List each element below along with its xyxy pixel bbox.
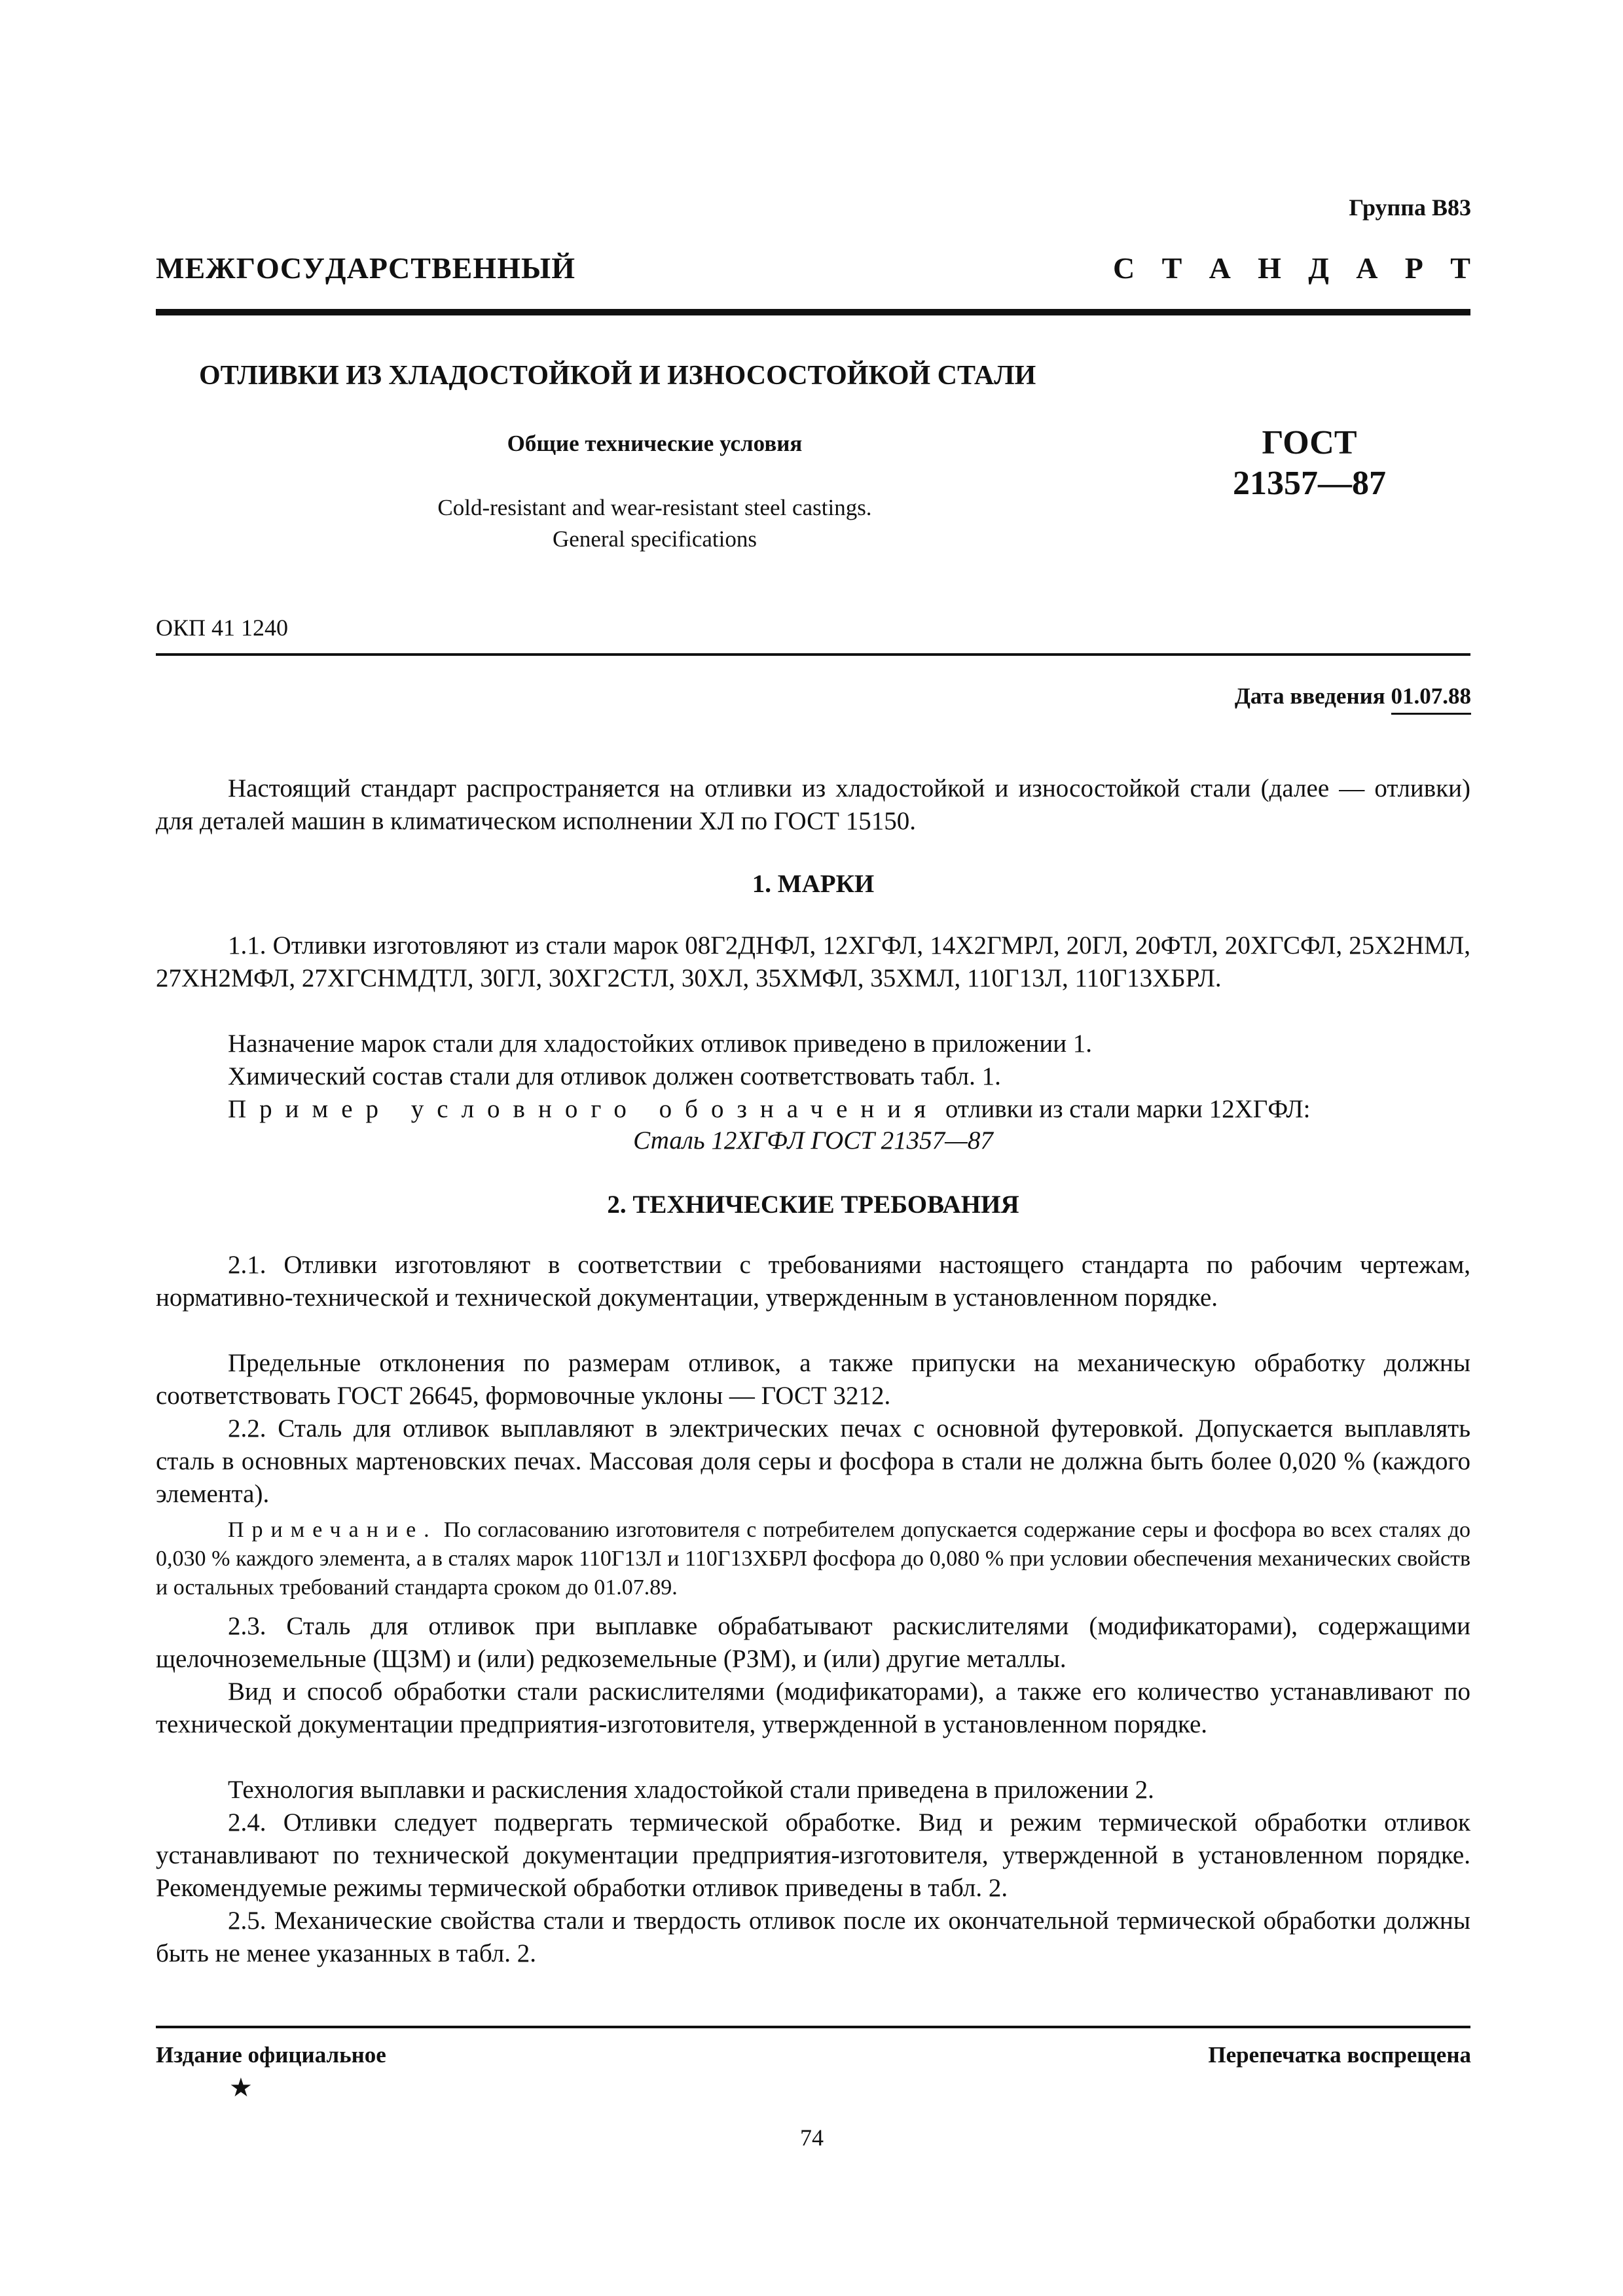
paragraph-2-2: 2.2. Сталь для отливок выплавляют в электрических печах с основной футеровкой. Допускается выплавлять сталь в основных мартеновских печах. Массовая доля серы и фосфора в стали не должна быть более 0,020 % (каждого элемента). [156,1414,1470,1508]
paragraph-2-4: 2.4. Отливки следует подвергать термической обработке. Вид и режим термической обработки отливок устанавливают по технической документации предприятия-изготовителя, утвержденной в установленном порядке. Рекомендуемые режимы термической обработки отливок приведены в табл. 2. [156,1808,1470,1902]
page-number: 74 [800,2125,824,2151]
gost-designation [1178,423,1440,504]
official-edition-label: Издание официальное [156,2042,386,2068]
english-title-line-2: General specifications [553,526,757,552]
paragraph-2-3-method: Вид и способ обработки стали раскислителями (модификаторами), а также его количество устанавливают по технической документации предприятия-изготовителя, утвержденной в установленном порядке. [156,1677,1470,1738]
paragraph-1-1: 1.1. Отливки изготовляют из стали марок 08Г2ДНФЛ, 12ХГФЛ, 14Х2ГМРЛ, 20ГЛ, 20ФТЛ, 20ХГСФЛ, 25Х2НМЛ, 27ХН2МФЛ, 27ХГСНМДТЛ, 30ГЛ, 30ХГ2СТЛ, 30ХЛ, 35ХМФЛ, 35ХМЛ, 110Г13Л, 110Г13ХБРЛ. [156,931,1470,992]
note-text: По согласованию изготовителя с потребителем допускается содержание серы и фосфора во всех сталях до 0,030 % каждого элемента, а в сталях марок 110Г13Л и 110Г13ХБРЛ фосфора до 0,080 % при условии обеспечения механических свойств и остальных требований стандарта сроком до 01.07.89. [156,1518,1470,1600]
gost-label: ГОСТ [1262,424,1357,461]
section-2-heading: 2. ТЕХНИЧЕСКИЕ ТРЕБОВАНИЯ [607,1191,1019,1219]
example-label: Пример условного обозначения [228,1095,939,1123]
english-title-line-1: Cold-resistant and wear-resistant steel castings. [437,495,872,520]
okp-rule [156,653,1470,656]
paragraph-2-1: 2.1. Отливки изготовляют в соответствии с требованиями настоящего стандарта по рабочим чертежам, нормативно-технической и технической документации, утвержденным в установленном порядке. [156,1251,1470,1312]
example-designation: Сталь 12ХГФЛ ГОСТ 21357—87 [633,1126,993,1155]
introduction-date [1235,683,1471,709]
document-subtitle: Общие технические условия [507,431,803,456]
group-label: Группа В83 [1349,194,1471,221]
english-title [340,492,969,555]
paragraph-2-3: 2.3. Сталь для отливок при выплавке обрабатывают раскислителями (модификаторами), содержащими щелочноземельные (ЩЗМ) и (или) редкоземельные (РЗМ), и (или) другие металлы. [156,1612,1470,1673]
date-value: 01.07.88 [1391,683,1472,715]
standard-type-word-standard: С Т А Н Д А Р Т [1113,251,1470,285]
intro-paragraph: Настоящий стандарт распространяется на отливки из хладостойкой и износостойкой стали (далее — отливки) для деталей машин в климатическом исполнении ХЛ по ГОСТ 15150. [156,774,1470,835]
paragraph-2-1-tolerances: Предельные отклонения по размерам отливок, а также припуски на механическую обработку должны соответствовать ГОСТ 26645, формовочные уклоны — ГОСТ 3212. [156,1349,1470,1410]
reprint-prohibited-label: Перепечатка воспрещена [1208,2042,1471,2068]
paragraph-2-5: 2.5. Механические свойства стали и твердость отливок после их окончательной термической обработки должны быть не менее указанных в табл. 2. [156,1907,1470,1967]
note-label: Примечание. [228,1518,437,1542]
document-title: ОТЛИВКИ ИЗ ХЛАДОСТОЙКОЙ И ИЗНОСОСТОЙКОЙ СТАЛИ [199,361,1036,391]
section-1-heading: 1. МАРКИ [752,870,875,898]
example-rest: отливки из стали марки 12ХГФЛ: [939,1095,1311,1123]
footer-rule [156,2026,1470,2028]
header-rule [156,309,1470,315]
standard-type-word-interstate: М Е Ж Г О С У Д А Р С Т В Е Н Н Ы Й [156,251,575,285]
gost-number: 21357—87 [1233,465,1386,502]
example-paragraph [156,1093,1470,1126]
date-label: Дата введения [1234,683,1385,709]
paragraph-2-3-technology: Технология выплавки и раскисления хладостойкой стали приведена в приложении 2. [228,1776,1154,1804]
okp-code: ОКП 41 1240 [156,615,289,641]
paragraph-1-1-purpose: Назначение марок стали для хладостойких отливок приведено в приложении 1. [228,1030,1093,1058]
star-icon: ★ [229,2073,253,2102]
paragraph-1-1-composition: Химический состав стали для отливок должен соответствовать табл. 1. [228,1062,1001,1090]
note-paragraph [156,1516,1470,1602]
